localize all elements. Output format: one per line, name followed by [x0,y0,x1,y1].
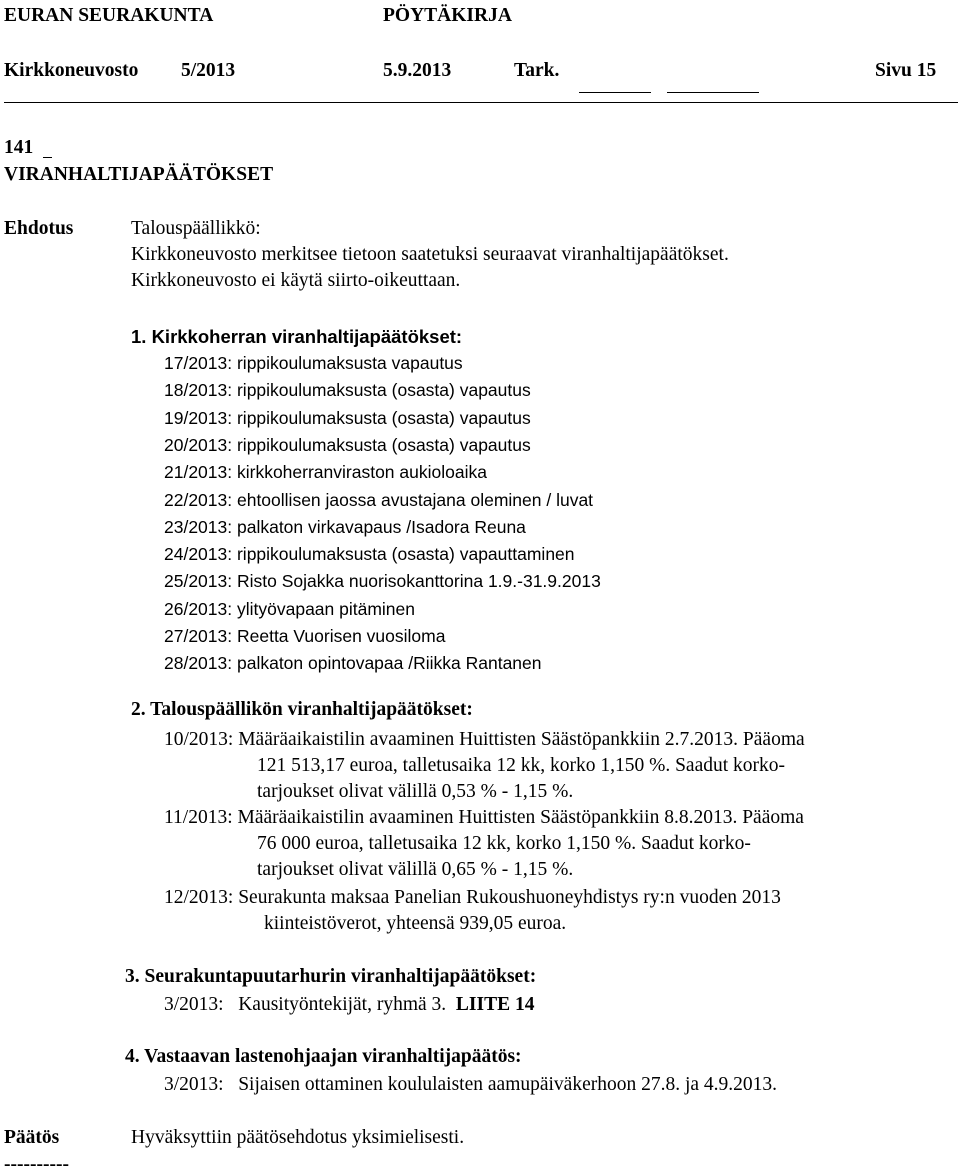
decision-item: 19/2013: rippikoulumaksusta (osasta) vapautus [164,407,531,428]
group2-line: tarjoukset olivat välillä 0,65 % - 1,15 %. [257,859,574,880]
group2-line: 121 513,17 euroa, talletusaika 12 kk, korko 1,150 %. Saadut korko- [257,755,786,776]
decision-item: 23/2013: palkaton virkavapaus /Isadora Reuna [164,516,526,537]
group2-title: 2. Talouspäällikön viranhaltijapäätökset: [131,699,473,720]
check-label: Tark. [514,60,560,81]
group2-line: 11/2013: Määräaikaistilin avaaminen Huittisten Säästöpankkiin 8.8.2013. Pääoma [164,807,804,828]
group2-line: kiinteistöverot, yhteensä 939,05 euroa. [264,913,567,934]
proposal-line: Kirkkoneuvosto merkitsee tietoon saatetuksi seuraavat viranhaltijapäätökset. [131,244,729,265]
group2-line: 10/2013: Määräaikaistilin avaaminen Huittisten Säästöpankkiin 2.7.2013. Pääoma [164,729,805,750]
decision-label: Päätös [4,1127,60,1148]
meeting-date: 5.9.2013 [383,60,452,81]
decision-item: 20/2013: rippikoulumaksusta (osasta) vapautus [164,434,531,455]
section-number-underline [43,140,52,158]
decision-item: 22/2013: ehtoollisen jaossa avustajana oleminen / luvat [164,489,594,510]
check-signature-line-1 [579,78,651,98]
check-signature-line-2 [667,78,759,98]
decision-item: 26/2013: ylityövapaan pitäminen [164,598,416,619]
section-title: VIRANHALTIJAPÄÄTÖKSET [4,164,274,185]
meeting-body: Kirkkoneuvosto [4,60,139,81]
decision-item: 17/2013: rippikoulumaksusta vapautus [164,353,463,373]
group4-item: 3/2013: Sijaisen ottaminen koululaisten aamupäiväkerhoon 27.8. ja 4.9.2013. [164,1074,778,1095]
decision-item: 28/2013: palkaton opintovapaa /Riikka Rantanen [164,653,542,674]
decision-dashes: ---------- [4,1154,69,1175]
meeting-number: 5/2013 [181,60,236,81]
group2-line: tarjoukset olivat välillä 0,53 % - 1,15 %. [257,781,574,802]
group3-item [164,995,535,1015]
decision-item: 25/2013: Risto Sojakka nuorisokanttorina 1.9.-31.9.2013 [164,571,601,592]
group4-title: 4. Vastaavan lastenohjaajan viranhaltijapäätös: [125,1046,522,1067]
decision-item: 21/2013: kirkkoherranviraston aukioloaika [164,462,487,483]
page-number: Sivu 15 [875,60,937,81]
group3-title: 3. Seurakuntapuutarhurin viranhaltijapäätökset: [125,966,537,987]
section-number: 141 [4,137,34,158]
document-type: PÖYTÄKIRJA [383,5,512,26]
proposal-line: Talouspäällikkö: [131,218,261,239]
org-name: EURAN SEURAKUNTA [4,5,214,26]
group2-line: 76 000 euroa, talletusaika 12 kk, korko 1,150 %. Saadut korko- [257,833,751,854]
decision-item: 27/2013: Reetta Vuorisen vuosiloma [164,626,446,646]
decision-text: Hyväksyttiin päätösehdotus yksimielisesti. [131,1127,465,1148]
decision-item: 24/2013: rippikoulumaksusta (osasta) vapauttaminen [164,544,575,565]
attachment-reference: LIITE 14 [455,994,535,1015]
group3-item-text: 3/2013: Kausityöntekijät, ryhmä 3. [164,994,447,1015]
proposal-label: Ehdotus [4,218,74,239]
group2-line: 12/2013: Seurakunta maksaa Panelian Rukoushuoneyhdistys ry:n vuoden 2013 [164,887,781,908]
decision-item: 18/2013: rippikoulumaksusta (osasta) vapautus [164,380,531,401]
header-divider [4,102,958,103]
proposal-line: Kirkkoneuvosto ei käytä siirto-oikeuttaan. [131,270,461,291]
group1-title: 1. Kirkkoherran viranhaltijapäätökset: [131,326,463,347]
